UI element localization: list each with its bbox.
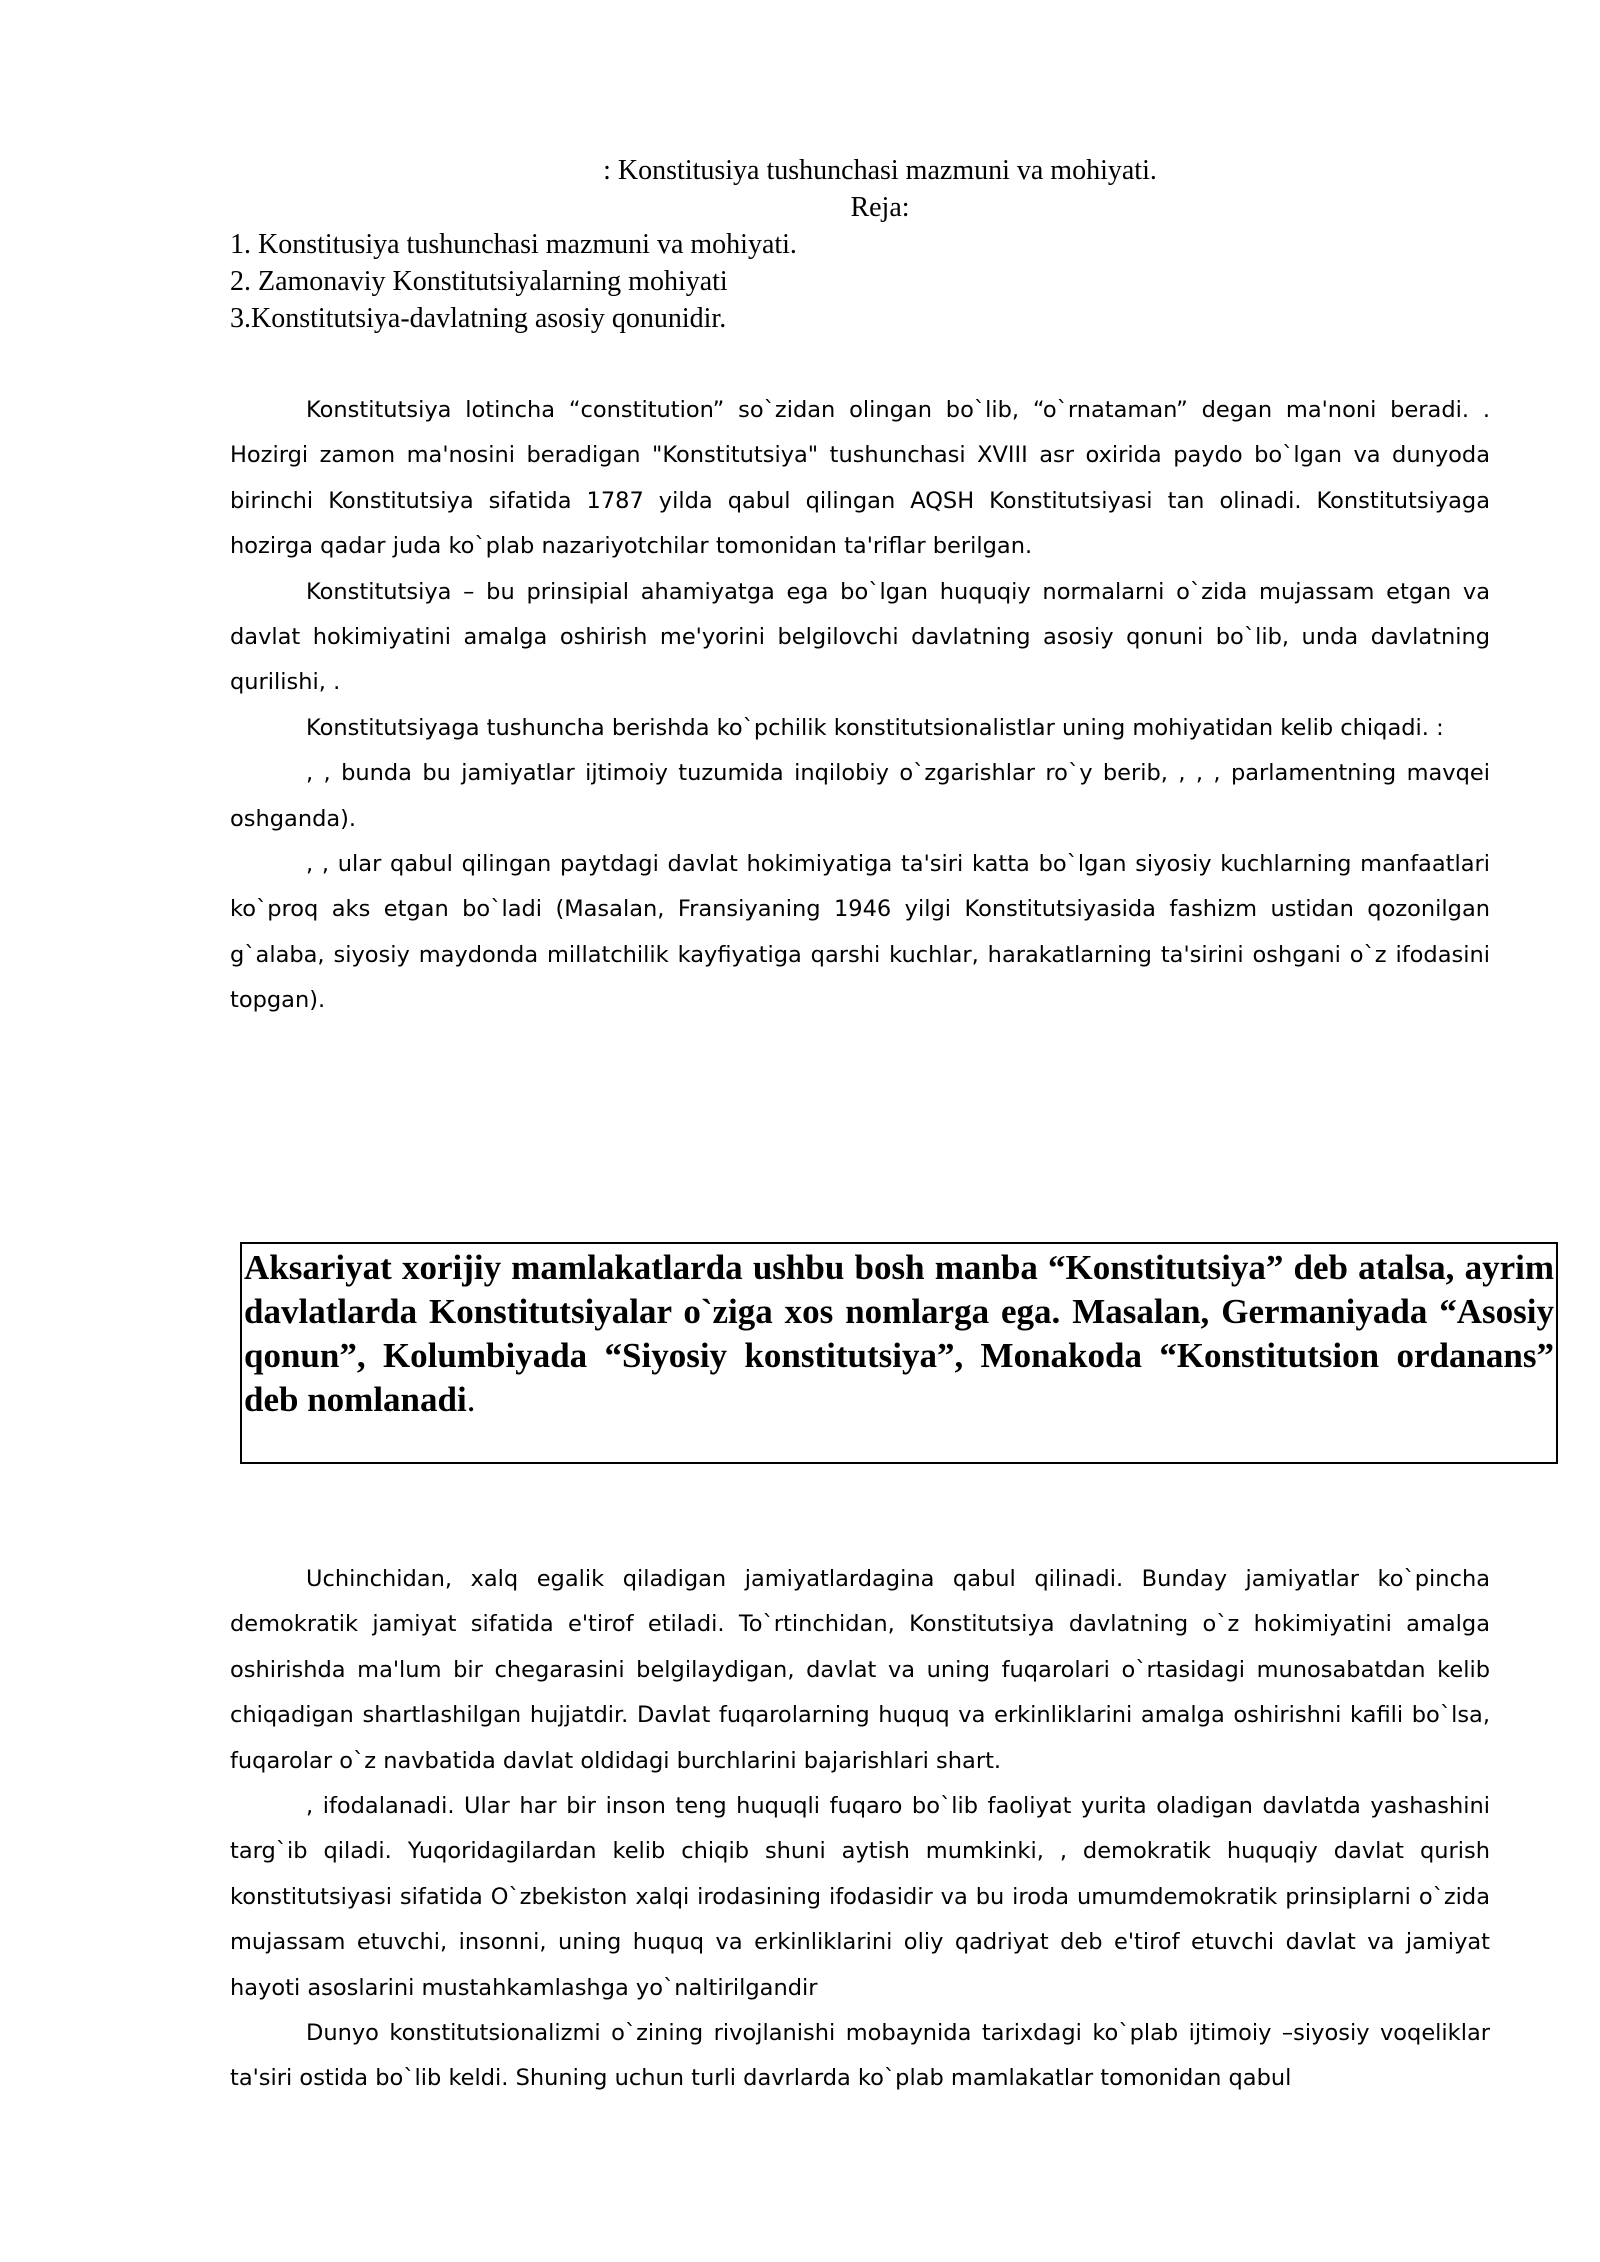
paragraph: Konstitutsiyaga tushuncha berishda ko`pchilik konstitutsionalistlar uning mohiyatidan kelib chiqadi. :	[306, 714, 1444, 741]
paragraph: , , bunda bu jamiyatlar ijtimoiy tuzumida inqilobiy o`zgarishlar ro`y berib, , , , parlamentning mavqei oshganda).	[230, 760, 1490, 832]
paragraph: Dunyo konstitutsionalizmi o`zining rivojlanishi mobaynida tarixdagi ko`plab ijtimoiy –siyosiy voqeliklar ta'siri ostida bo`lib keldi. Shuning uchun turli davrlarda ko`plab mamlakatlar tomonidan qabul	[230, 2020, 1490, 2092]
plan-item-1: 1. Konstitusiya tushunchasi mazmuni va mohiyati.	[230, 229, 797, 260]
callout-box	[240, 1242, 1558, 1464]
section-1	[230, 388, 1490, 1024]
paragraph: Konstitutsiya – bu prinsipial ahamiyatga ega bo`lgan huquqiy normalarni o`zida mujassam etgan va davlat hokimiyatini amalga oshirish me'yorini belgilovchi davlatning asosiy qonuni bo`lib, unda davlatning qurilishi, .	[230, 578, 1490, 696]
plan-label: Reja:	[850, 192, 910, 223]
callout-text: Aksariyat xorijiy mamlakatlarda ushbu bosh manba “Konstitutsiya” deb atalsa, ayrim davlatlarda Konstitutsiyalar o`ziga xos nomlarga ega. Masalan, Germaniyada “Asosiy qonun”, Kolumbiyada “Siyosiy konstitutsiya”, Monakoda “Konstitutsion ordanans” deb nomlanadi	[244, 1248, 1554, 1419]
callout-end-mark: .	[466, 1380, 476, 1419]
section-2	[230, 1557, 1490, 2102]
paragraph: Uchinchidan, xalq egalik qiladigan jamiyatlardagina qabul qilinadi. Bunday jamiyatlar ko`pincha demokratik jamiyat sifatida e'tirof etiladi. To`rtinchidan, Konstitutsiya davlatning o`z hokimiyatini amalga oshirishda ma'lum bir chegarasini belgilaydigan, davlat va uning fuqarolari o`rtasidagi munosabatdan kelib chiqadigan shartlashilgan hujjatdir. Davlat fuqarolarning huquq va erkinliklarini amalga oshirishni kafili bo`lsa, fuqarolar o`z navbatida davlat oldidagi burchlarini bajarishlari shart.	[230, 1566, 1490, 1774]
plan-item-2: 2. Zamonaviy Konstitutsiyalarning mohiyati	[230, 266, 728, 297]
plan-item-3: 3.Konstitutsiya-davlatning asosiy qonunidir.	[230, 303, 727, 334]
paragraph: , , ular qabul qilingan paytdagi davlat hokimiyatiga ta'siri katta bo`lgan siyosiy kuchlarning manfaatlari ko`proq aks etgan bo`ladi (Masalan, Fransiyaning 1946 yilgi Konstitutsiyasida fashizm ustidan qozonilgan g`alaba, siyosiy maydonda millatchilik kayfiyatiga qarshi kuchlar, harakatlarning ta'sirini oshgani o`z ifodasini topgan).	[230, 851, 1490, 1014]
heading-block	[230, 152, 1490, 337]
paragraph: , ifodalanadi. Ular har bir inson teng huquqli fuqaro bo`lib faoliyat yurita oladigan davlatda yashashini targ`ib qiladi. Yuqoridagilardan kelib chiqib shuni aytish mumkinki, , demokratik huquqiy davlat qurish konstitutsiyasi sifatida O`zbekiston xalqi irodasining ifodasidir va bu iroda umumdemokratik prinsiplarni o`zida mujassam etuvchi, insonni, uning huquq va erkinliklarini oliy qadriyat deb e'tirof etuvchi davlat va jamiyat hayoti asoslarini mustahkamlashga yo`naltirilgandir	[230, 1793, 1490, 2001]
paragraph: Konstitutsiya lotincha “constitution” so`zidan olingan bo`lib, “o`rnataman” degan ma'noni beradi. . Hozirgi zamon ma'nosini beradigan "Konstitutsiya" tushunchasi XVIII asr oxirida paydo bo`lgan va dunyoda birinchi Konstitutsiya sifatida 1787 yilda qabul qilingan AQSH Konstitutsiyasi tan olinadi. Konstitutsiyaga hozirga qadar juda ko`plab nazariyotchilar tomonidan ta'riflar berilgan.	[230, 397, 1490, 560]
document-title: : Konstitusiya tushunchasi mazmuni va mohiyati.	[603, 155, 1157, 186]
